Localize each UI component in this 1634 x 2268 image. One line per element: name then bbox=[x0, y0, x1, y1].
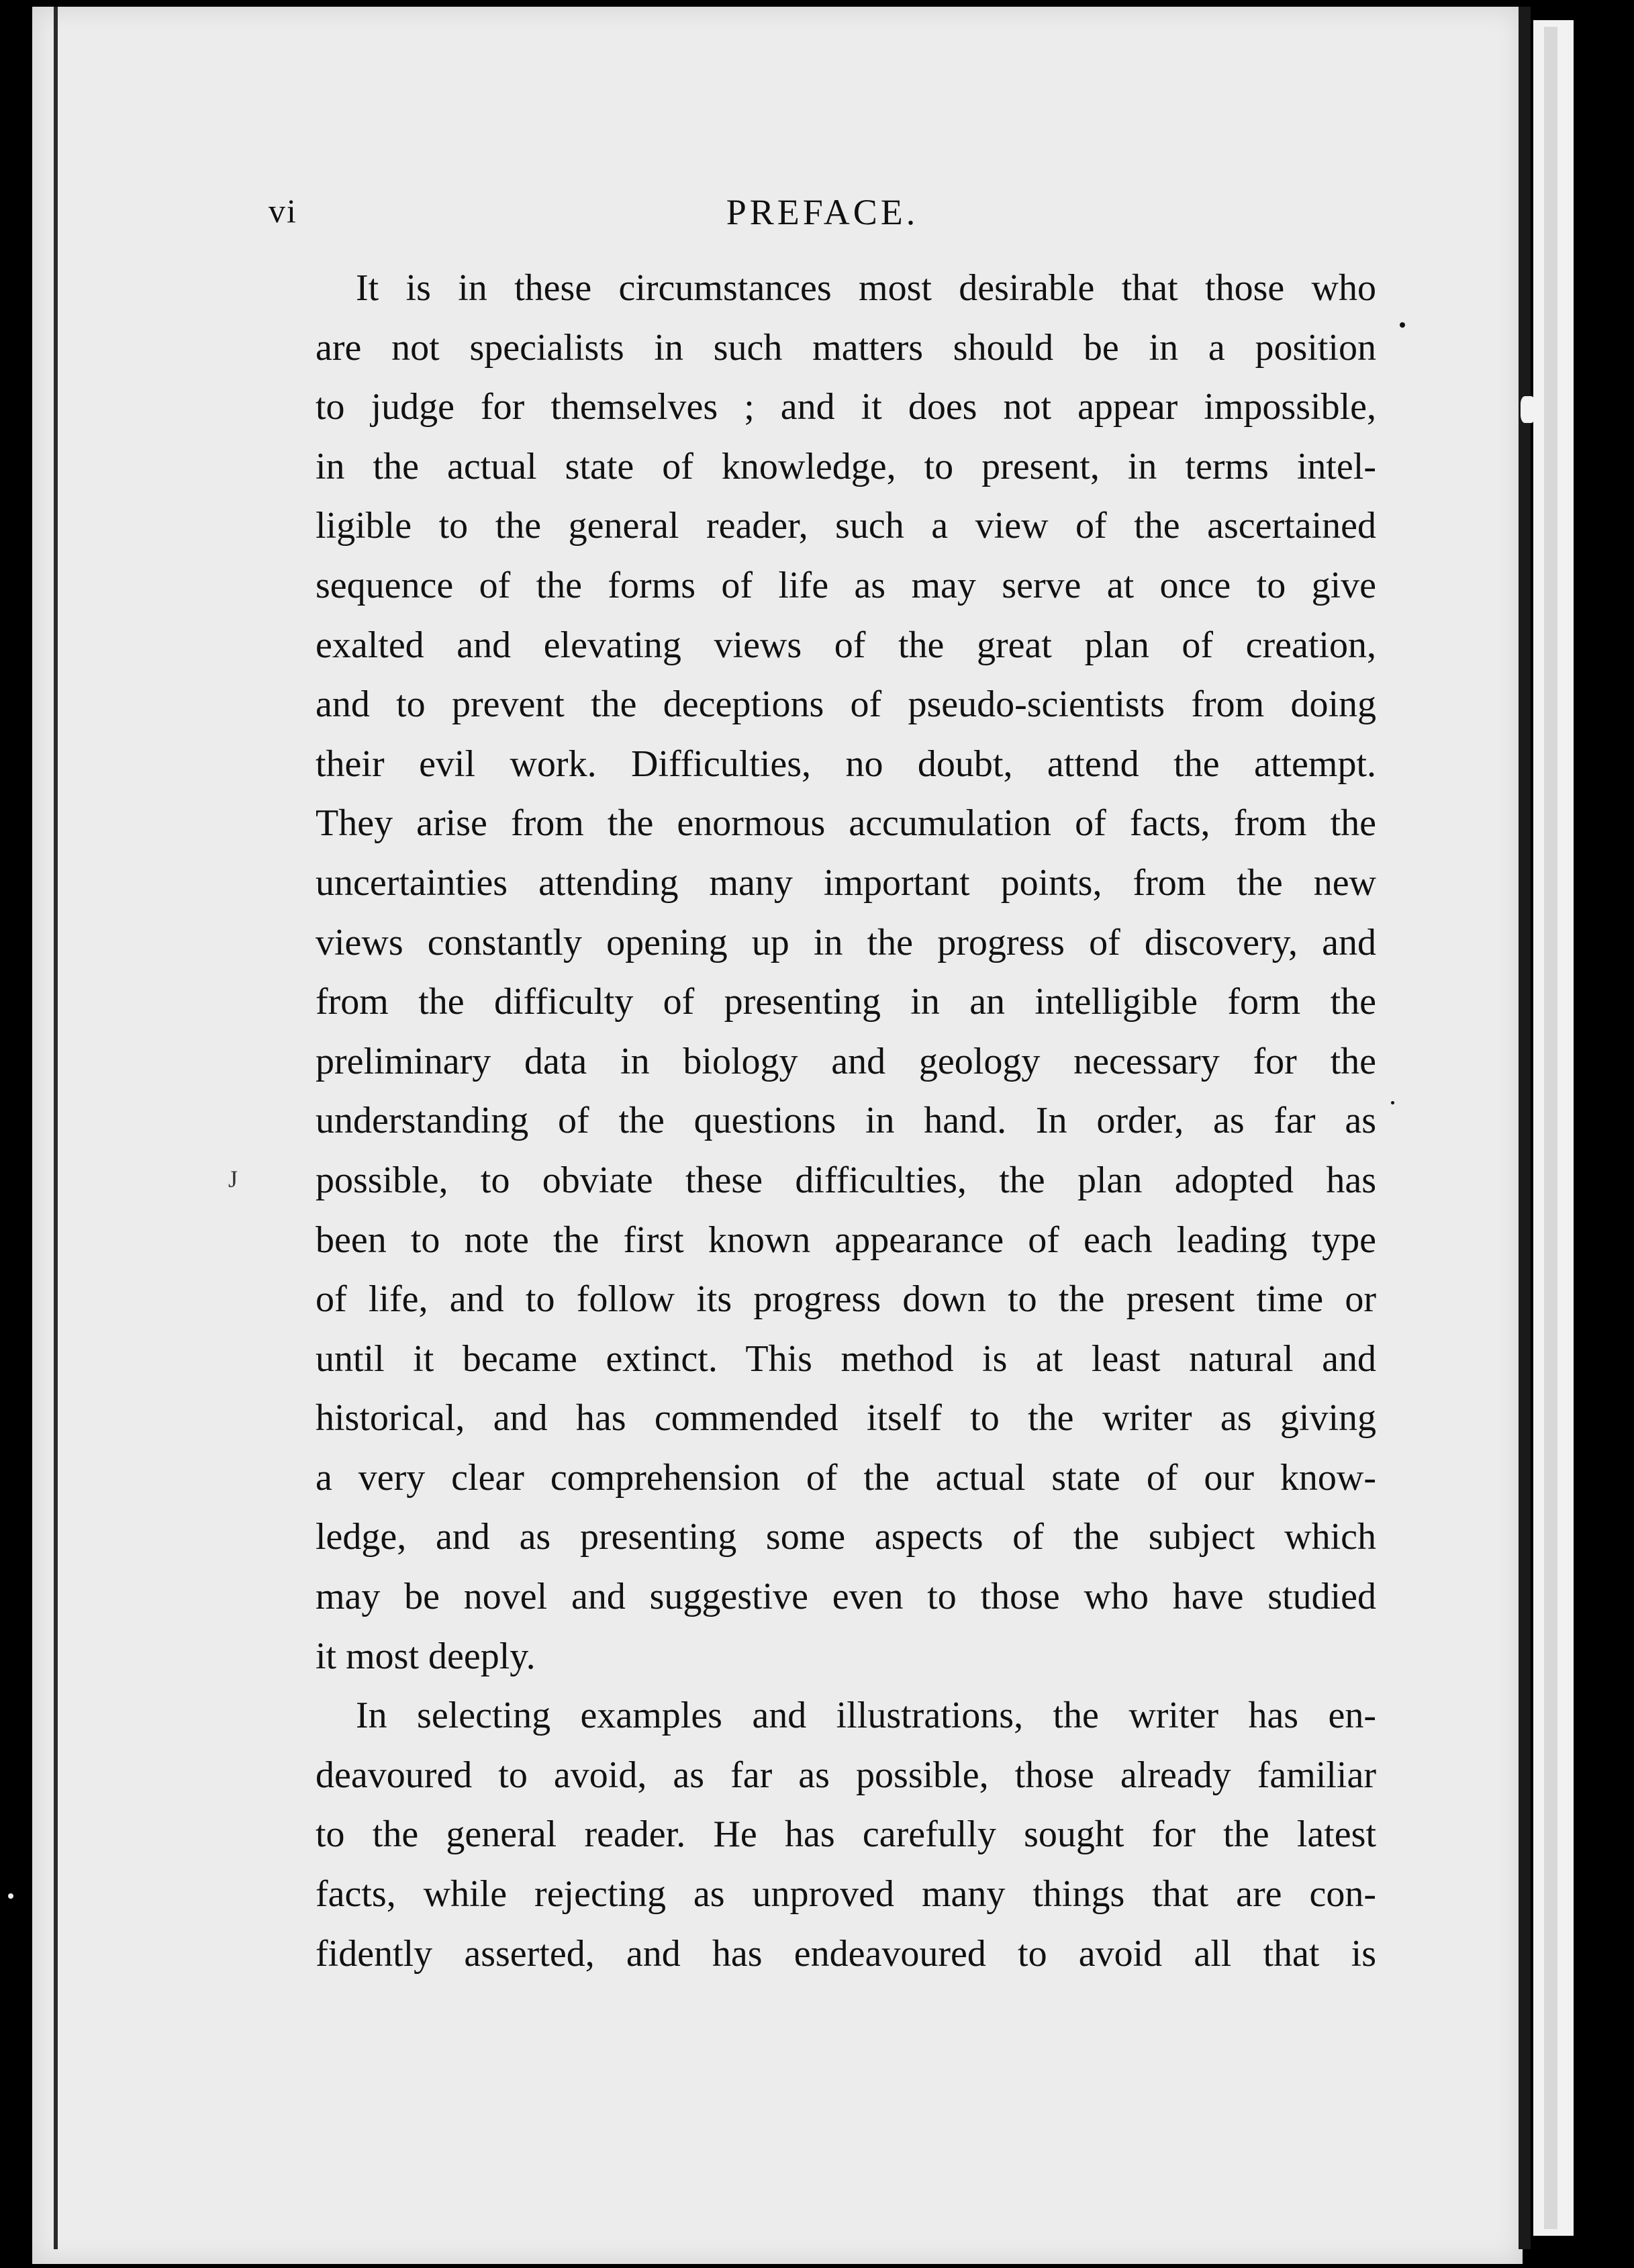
text-line: In selecting examples and illustrations, the writer has en- bbox=[356, 1695, 1376, 1737]
text-line: sequence of the forms of life as may serve at once to give bbox=[316, 564, 1376, 606]
text-line: been to note the first known appearance of each leading type bbox=[316, 1219, 1376, 1261]
text-line: ledge, and as presenting some aspects of the subject which bbox=[316, 1516, 1376, 1558]
page-number: vi bbox=[269, 192, 297, 230]
page-left-edge bbox=[54, 7, 58, 2249]
scan-speck bbox=[8, 1893, 13, 1899]
text-line: it most deeply. bbox=[316, 1635, 536, 1677]
body-text bbox=[275, 258, 1376, 1983]
text-line: views constantly opening up in the progress of discovery, and bbox=[316, 921, 1376, 963]
text-line: may be novel and suggestive even to those who have studied bbox=[316, 1576, 1376, 1618]
text-line: to judge for themselves ; and it does not appear impossible, bbox=[316, 386, 1376, 428]
text-line: to the general reader. He has carefully sought for the latest bbox=[316, 1813, 1376, 1856]
text-line: fidently asserted, and has endeavoured to avoid all that is bbox=[316, 1932, 1376, 1975]
text-line: until it became extinct. This method is at least natural and bbox=[316, 1337, 1376, 1380]
text-line: in the actual state of knowledge, to present, in terms intel- bbox=[316, 445, 1376, 487]
scan-speck bbox=[1521, 396, 1535, 423]
text-line: from the difficulty of presenting in an intelligible form the bbox=[316, 981, 1376, 1023]
text-line: of life, and to follow its progress down to the present time or bbox=[316, 1278, 1376, 1321]
adjacent-page-shadow bbox=[1544, 27, 1557, 2229]
text-line: ligible to the general reader, such a view of the ascertained bbox=[316, 505, 1376, 547]
text-line: uncertainties attending many important points, from the new bbox=[316, 861, 1376, 904]
text-line: a very clear comprehension of the actual state of our know- bbox=[316, 1456, 1376, 1499]
paragraph bbox=[275, 258, 1376, 1686]
text-line: exalted and elevating views of the great plan of creation, bbox=[316, 624, 1376, 666]
text-line: understanding of the questions in hand. In order, as far as bbox=[316, 1100, 1376, 1142]
text-line: possible, to obviate these difficulties, the plan adopted has bbox=[316, 1159, 1376, 1201]
text-line: their evil work. Difficulties, no doubt, attend the attempt. bbox=[316, 743, 1376, 785]
page-right-edge bbox=[1519, 7, 1531, 2249]
page-title: PREFACE. bbox=[726, 192, 919, 232]
paragraph bbox=[275, 1686, 1376, 1983]
text-line: facts, while rejecting as unproved many things that are con- bbox=[316, 1873, 1376, 1916]
text-line: historical, and has commended itself to the writer as giving bbox=[316, 1397, 1376, 1439]
text-line: preliminary data in biology and geology necessary for the bbox=[316, 1040, 1376, 1082]
text-line: and to prevent the deceptions of pseudo-scientists from doing bbox=[316, 683, 1376, 726]
scan-speck bbox=[1391, 1101, 1394, 1104]
text-line: They arise from the enormous accumulation of facts, from the bbox=[316, 802, 1376, 845]
margin-mark: J bbox=[228, 1166, 238, 1192]
scan-speck bbox=[1400, 322, 1405, 328]
text-line: It is in these circumstances most desirable that those who bbox=[356, 267, 1376, 309]
text-line: are not specialists in such matters should be in a position bbox=[316, 326, 1376, 369]
running-head bbox=[269, 191, 1376, 238]
text-line: deavoured to avoid, as far as possible, those already familiar bbox=[316, 1754, 1376, 1796]
